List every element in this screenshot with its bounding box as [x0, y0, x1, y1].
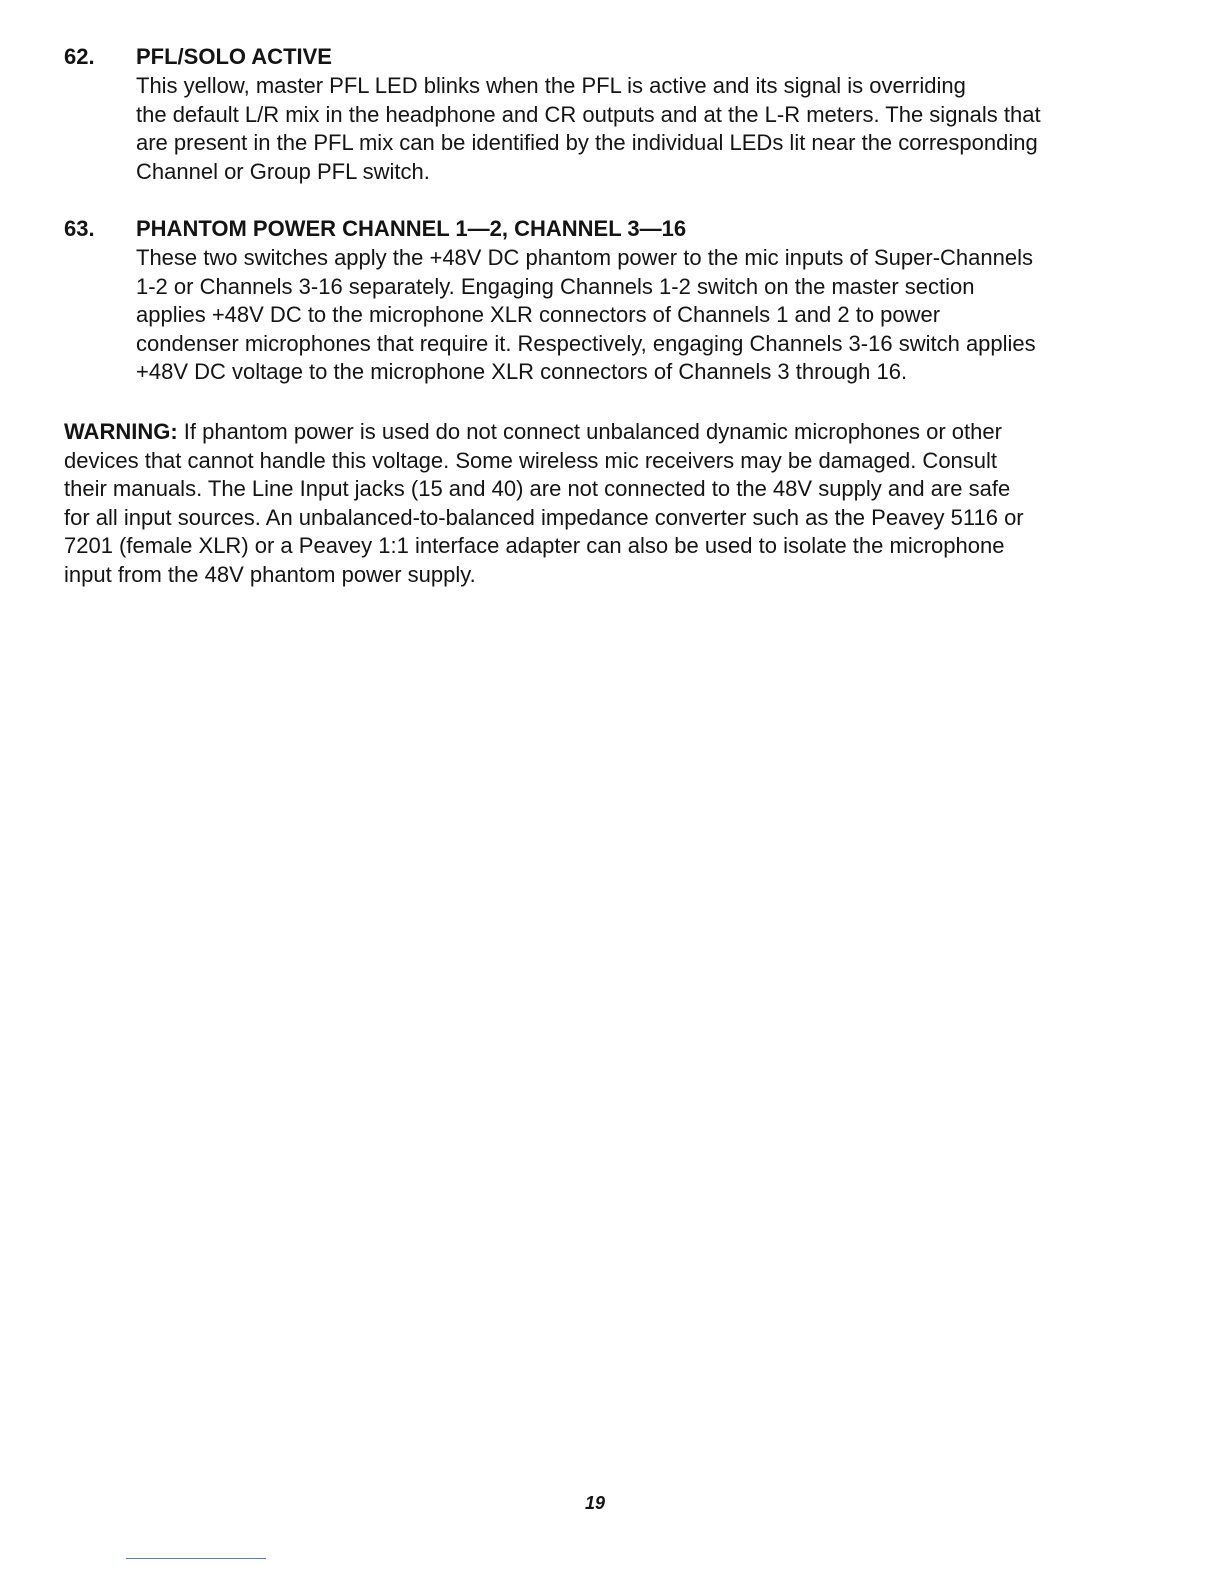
- warning-label: WARNING:: [64, 419, 178, 444]
- page-number: 19: [584, 1493, 606, 1513]
- warning-paragraph: [64, 418, 1144, 590]
- section-title: PHANTOM POWER CHANNEL 1—2, CHANNEL 3—16: [136, 216, 687, 241]
- section-number: 63.: [64, 216, 95, 241]
- body-line: condenser microphones that require it. Respectively, engaging Channels 3-16 switch applies: [136, 330, 1036, 356]
- warning-text: If phantom power is used do not connect unbalanced dynamic microphones or other: [177, 419, 1002, 444]
- body-line: Channel or Group PFL switch.: [136, 158, 430, 184]
- body-line: the default L/R mix in the headphone and CR outputs and at the L-R meters. The signals that: [136, 101, 1041, 127]
- footer-divider: [126, 1558, 266, 1559]
- body-line: These two switches apply the +48V DC phantom power to the mic inputs of Super-Channels: [136, 245, 1033, 270]
- section-62: [64, 42, 1144, 186]
- body-line: are present in the PFL mix can be identified by the individual LEDs lit near the corresponding: [136, 130, 1038, 156]
- section-title: PFL/SOLO ACTIVE: [136, 44, 332, 69]
- body-line: +48V DC voltage to the microphone XLR connectors of Channels 3 through 16.: [136, 359, 908, 385]
- body-line: 1-2 or Channels 3-16 separately. Engaging Channels 1-2 switch on the master section: [136, 273, 975, 299]
- warning-line: input from the 48V phantom power supply.: [64, 561, 476, 587]
- section-body: [136, 244, 1144, 387]
- warning-line: 7201 (female XLR) or a Peavey 1:1 interface adapter can also be used to isolate the microphone: [64, 533, 1005, 559]
- body-line: applies +48V DC to the microphone XLR connectors of Channels 1 and 2 to power: [136, 302, 941, 328]
- section-heading: [64, 214, 1144, 244]
- section-body: [136, 72, 1144, 186]
- warning-line: their manuals. The Line Input jacks (15 and 40) are not connected to the 48V supply and are safe: [64, 476, 1011, 502]
- warning-line: for all input sources. An unbalanced-to-balanced impedance converter such as the Peavey 5116 or: [64, 504, 1024, 530]
- warning-first-line: [64, 418, 1144, 447]
- section-heading: [64, 42, 1144, 72]
- body-line: This yellow, master PFL LED blinks when the PFL is active and its signal is overriding: [136, 73, 966, 98]
- section-number: 62.: [64, 44, 95, 69]
- section-63: [64, 214, 1144, 387]
- warning-line: devices that cannot handle this voltage. Some wireless mic receivers may be damaged. Consult: [64, 447, 998, 473]
